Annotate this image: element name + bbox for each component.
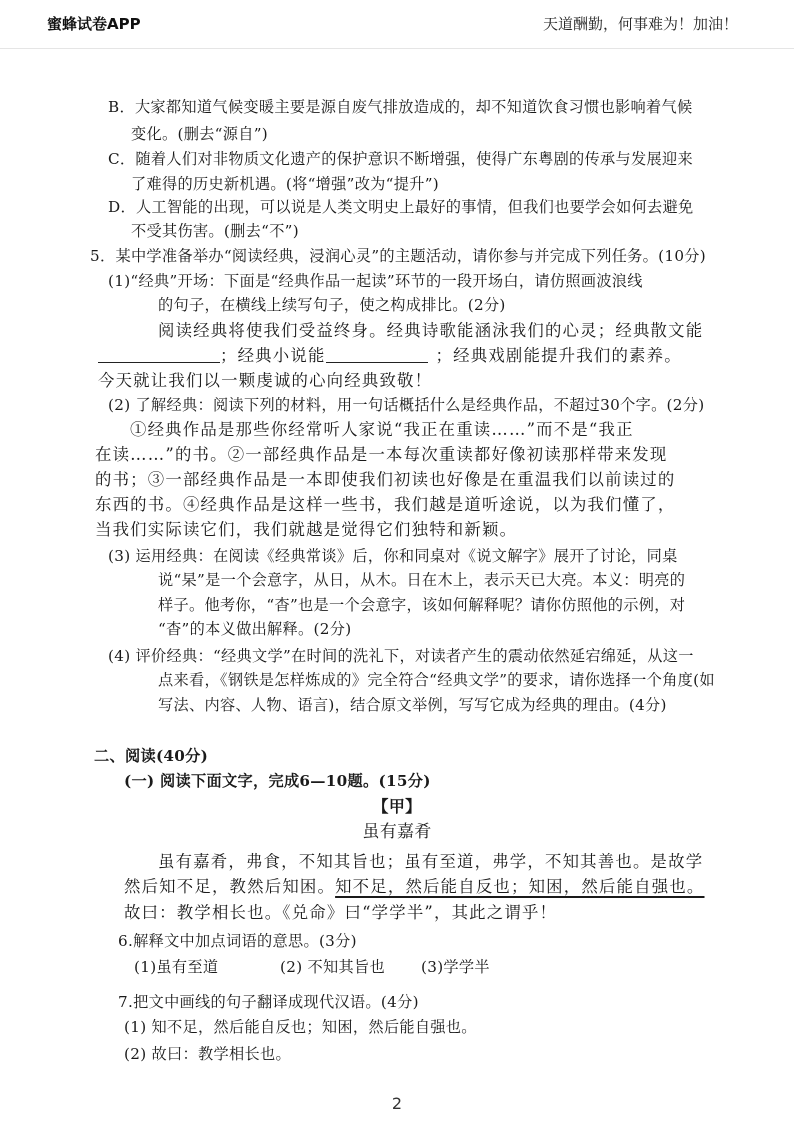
q5-part4-line3: 写法、内容、人物、语言)，结合原文举例，写写它成为经典的理由。(4分) [158, 696, 667, 714]
option-c-line1: C．随着人们对非物质文化遗产的保护意识不断增强，使得广东粤剧的传承与发展迎来 [108, 150, 693, 168]
section2-subtitle: (一) 阅读下面文字，完成6—10题。(15分) [124, 772, 431, 790]
passage-title: 虽有嘉肴 [362, 822, 432, 842]
q5-part1-text3: 今天就让我们以一颗虔诚的心向经典致敬！ [98, 371, 433, 390]
option-b-line2: 变化。(删去“源自”) [131, 125, 268, 143]
option-d-line2: 不受其伤害。(删去“不”) [131, 222, 299, 240]
q5-part3-line3: 样子。他考你，“杳”也是一个会意字，该如何解释呢？请你仿照他的示例，对 [158, 596, 686, 614]
q5-part2-text3: 的书；③一部经典作品是一本即使我们初读也好像是在重温我们以前读过的 [95, 470, 676, 489]
passage-line3: 故曰：教学相长也。《兑命》曰“学学半”，其此之谓乎！ [124, 903, 558, 922]
app-name: 蜜蜂试卷APP [47, 15, 141, 33]
q7-title: 7.把文中画线的句子翻译成现代汉语。(4分) [118, 993, 419, 1011]
q5-part2-text5: 当我们实际读它们，我们就越是觉得它们独特和新颖。 [95, 520, 518, 539]
q5-part3-line1: (3) 运用经典：在阅读《经典常谈》后，你和同桌对《说文解字》展开了讨论，同桌 [108, 547, 678, 565]
passage-line1: 虽有嘉肴，弗食，不知其旨也；虽有至道，弗学，不知其善也。是故学 [158, 852, 704, 871]
q5-part1-text1: 阅读经典将使我们受益终身。经典诗歌能涵泳我们的心灵；经典散文能 [158, 321, 704, 340]
q5-part1-text2: ；经典小说能 ；经典戏剧能提升我们的素养。 [98, 346, 682, 366]
q5-part4-line2: 点来看，《钢铁是怎样炼成的》完全符合“经典文学”的要求，请你选择一个角度(如 [158, 671, 715, 689]
header-motto: 天道酬勤，何事难为！加油！ [542, 15, 738, 33]
q5-part3-line4: “杳”的本义做出解释。(2分) [158, 620, 352, 638]
passage-line2: 然后知不足，教然后知困。知不足，然后能自反也；知困，然后能自强也。 [124, 877, 705, 896]
q7-item2: (2) 故曰：教学相长也。 [124, 1045, 291, 1063]
q5-part1-line1: (1)“经典”开场：下面是“经典作品一起读”环节的一段开场白，请仿照画波浪线 [108, 272, 643, 290]
q6-item2: (2) 不知其旨也 [280, 958, 385, 976]
answer-blank-1[interactable] [98, 346, 220, 363]
page-header [0, 0, 794, 49]
option-b-line1: B．大家都知道气候变暖主要是源自废气排放造成的，却不知道饮食习惯也影响着气候 [108, 98, 693, 116]
q6-item3: (3)学学半 [421, 958, 490, 976]
q7-item1: (1) 知不足，然后能自反也；知困，然后能自强也。 [124, 1018, 477, 1036]
q5-part2-title: (2) 了解经典：阅读下列的材料，用一句话概括什么是经典作品，不超过30个字。(2分) [108, 396, 705, 414]
q5-title: 5．某中学准备举办“阅读经典，浸润心灵”的主题活动，请你参与并完成下列任务。(10分) [90, 247, 707, 265]
q5-part2-text2: 在读……”的书。②一部经典作品是一本每次重读都好像初读那样带来发现 [95, 445, 668, 464]
q5-part3-line2: 说“杲”是一个会意字，从日，从木。日在木上，表示天已大亮。本义：明亮的 [158, 571, 686, 589]
q5-part4-line1: (4) 评价经典：“经典文学”在时间的洗礼下，对读者产生的震动依然延宕绵延，从这一 [108, 647, 694, 665]
page-number: 2 [391, 1094, 403, 1113]
passage-label-jia: 【甲】 [372, 797, 422, 816]
answer-blank-2[interactable] [326, 346, 428, 363]
section2-title: 二、阅读(40分) [94, 747, 209, 765]
q5-part1-line2: 的句子，在横线上续写句子，使之构成排比。(2分) [158, 296, 506, 314]
q5-part2-text1: ①经典作品是那些你经常听人家说“我正在重读……”而不是“我正 [130, 420, 634, 439]
q5-part2-text4: 东西的书。④经典作品是这样一些书，我们越是道听途说，以为我们懂了， [95, 495, 676, 514]
underlined-sentence: 知不足，然后能自反也；知困，然后能自强也。 [335, 877, 705, 896]
q6-item1: (1)虽有至道 [134, 958, 219, 976]
option-c-line2: 了难得的历史新机遇。(将“增强”改为“提升”) [131, 175, 439, 193]
option-d-line1: D．人工智能的出现，可以说是人类文明史上最好的事情，但我们也要学会如何去避免 [108, 198, 694, 216]
q6-title: 6.解释文中加点词语的意思。(3分) [118, 932, 357, 950]
